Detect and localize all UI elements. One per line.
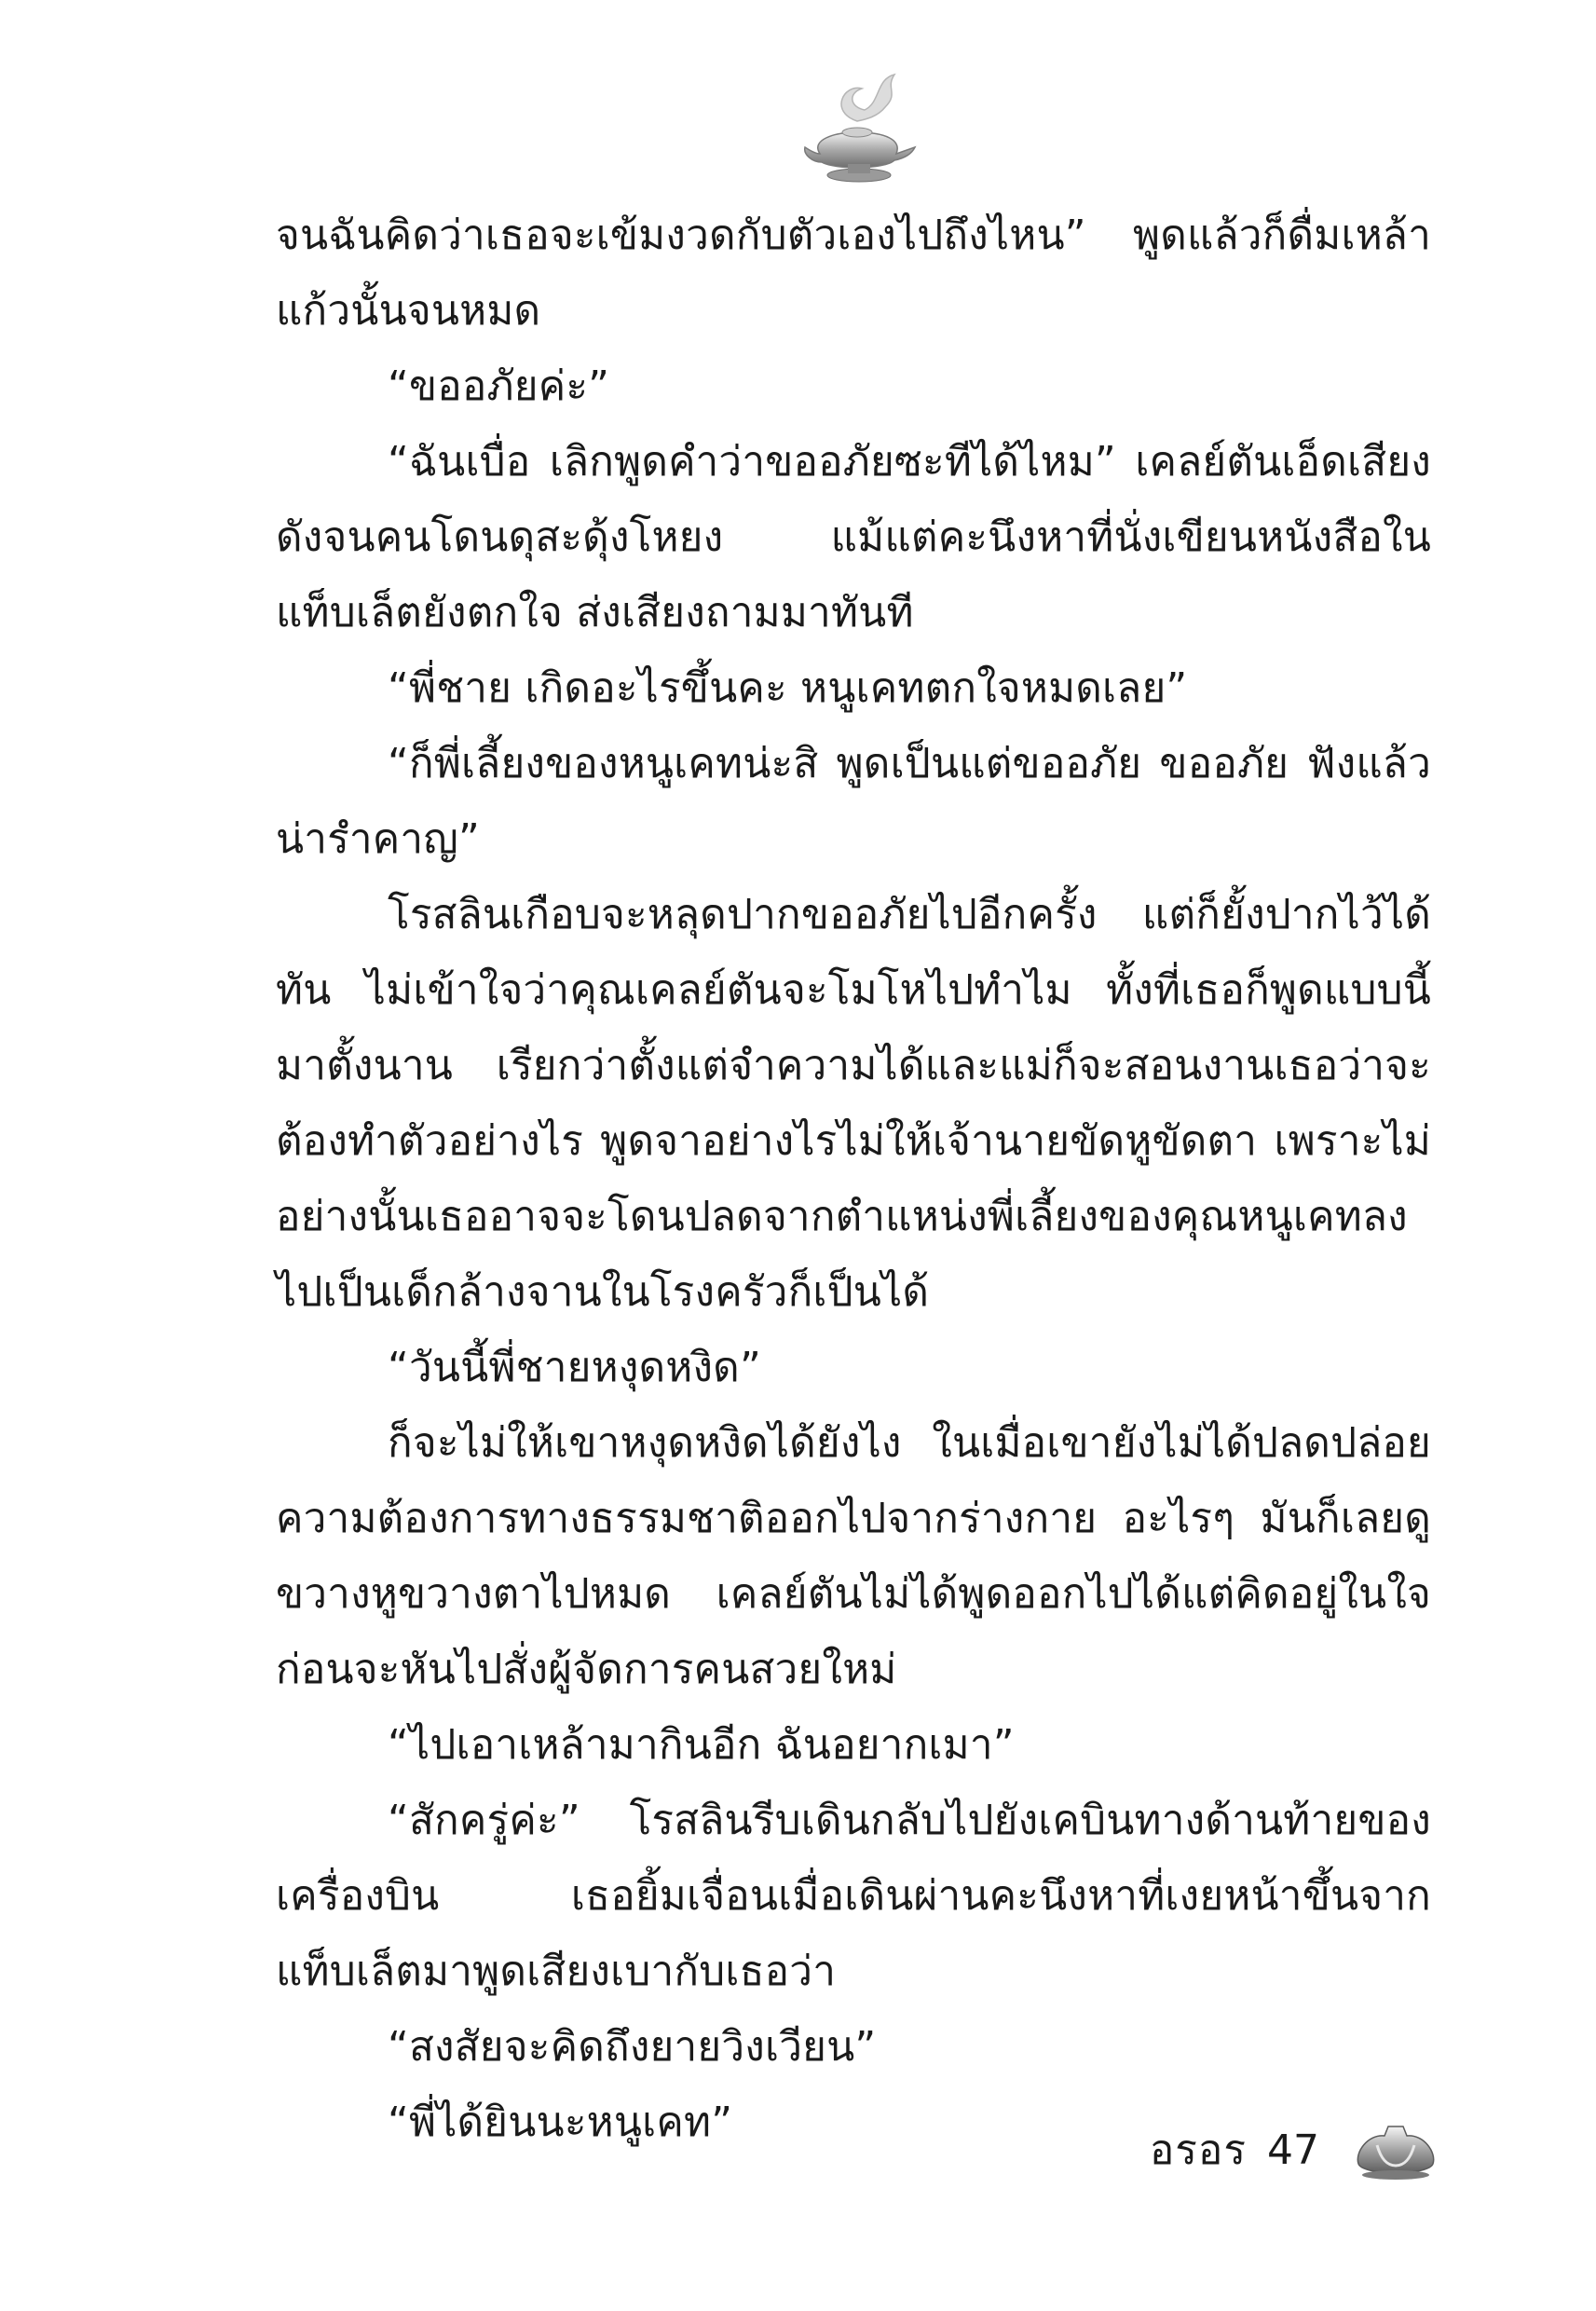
page-footer — [1150, 2108, 1442, 2192]
paragraph: “พี่ชาย เกิดอะไรขึ้นคะ หนูเคทตกใจหมดเลย” — [388, 664, 1188, 712]
genie-lamp-icon — [1349, 2117, 1442, 2182]
body-text — [276, 198, 1431, 2160]
page-number: 47 — [1267, 2126, 1319, 2174]
paragraph: “ไปเอาเหล้ามากินอีก ฉันอยากเมา” — [388, 1721, 1015, 1769]
paragraph: “ก็พี่เลี้ยงของหนูเคทน่ะสิ พูดเป็นแต่ขออภัย ขออภัย ฟังแล้วน่ารำคาญ” — [276, 740, 1431, 863]
paragraph: “สงสัยจะคิดถึงยายวิงเวียน” — [388, 2023, 877, 2071]
paragraph: ก็จะไม่ให้เขาหงุดหงิดได้ยังไง ในเมื่อเขายังไม่ได้ปลดปล่อยความต้องการทางธรรมชาติออกไปจากร่างกาย อะไรๆ มันก็เลยดูขวางหูขวางตาไปหมด เคลย์ตันไม่ได้พูดออกไปได้แต่คิดอยู่ในใจก่อนจะหันไปสั่งผู้จัดการคนสวยใหม่ — [276, 1419, 1431, 1693]
paragraph: “ขออภัยค่ะ” — [388, 362, 610, 410]
paragraph: “พี่ได้ยินนะหนูเคท” — [388, 2099, 733, 2146]
paragraph: “วันนี้พี่ชายหงุดหงิด” — [388, 1344, 761, 1391]
paragraph: โรสลินเกือบจะหลุดปากขออภัยไปอีกครั้ง แต่ก็ยั้งปากไว้ได้ทัน ไม่เข้าใจว่าคุณเคลย์ตันจะโมโหไปทำไม ทั้งที่เธอก็พูดแบบนี้มาตั้งนาน เรียกว่าตั้งแต่จำความได้และแม่ก็จะสอนงานเธอว่าจะต้องทำตัวอย่างไร พูดจาอย่างไรไม่ให้เจ้านายขัดหูขัดตา เพราะไม่อย่างนั้นเธออาจจะโดนปลดจากตำแหน่งพี่เลี้ยงของคุณหนูเคทลงไปเป็นเด็กล้างจานในโรงครัวก็เป็นได้ — [276, 891, 1431, 1316]
paragraph: “ฉันเบื่อ เลิกพูดคำว่าขออภัยซะทีได้ไหม” เคลย์ตันเอ็ดเสียงดังจนคนโดนดุสะดุ้งโหยง แม้แต่คะนึงหาที่นั่งเขียนหนังสือในแท็บเล็ตยังตกใจ ส่งเสียงถามมาทันที — [276, 438, 1431, 636]
magic-lamp-icon — [792, 65, 922, 186]
paragraph: “สักครู่ค่ะ” โรสลินรีบเดินกลับไปยังเคบินทางด้านท้ายของเครื่องบิน เธอยิ้มเจื่อนเมื่อเดินผ่านคะนึงหาที่เงยหน้าขึ้นจากแท็บเล็ตมาพูดเสียงเบากับเธอว่า — [276, 1797, 1431, 1995]
paragraph: จนฉันคิดว่าเธอจะเข้มงวดกับตัวเองไปถึงไหน” พูดแล้วก็ดื่มเหล้าแก้วนั้นจนหมด — [276, 212, 1431, 335]
book-title: อรอร — [1149, 2126, 1247, 2174]
